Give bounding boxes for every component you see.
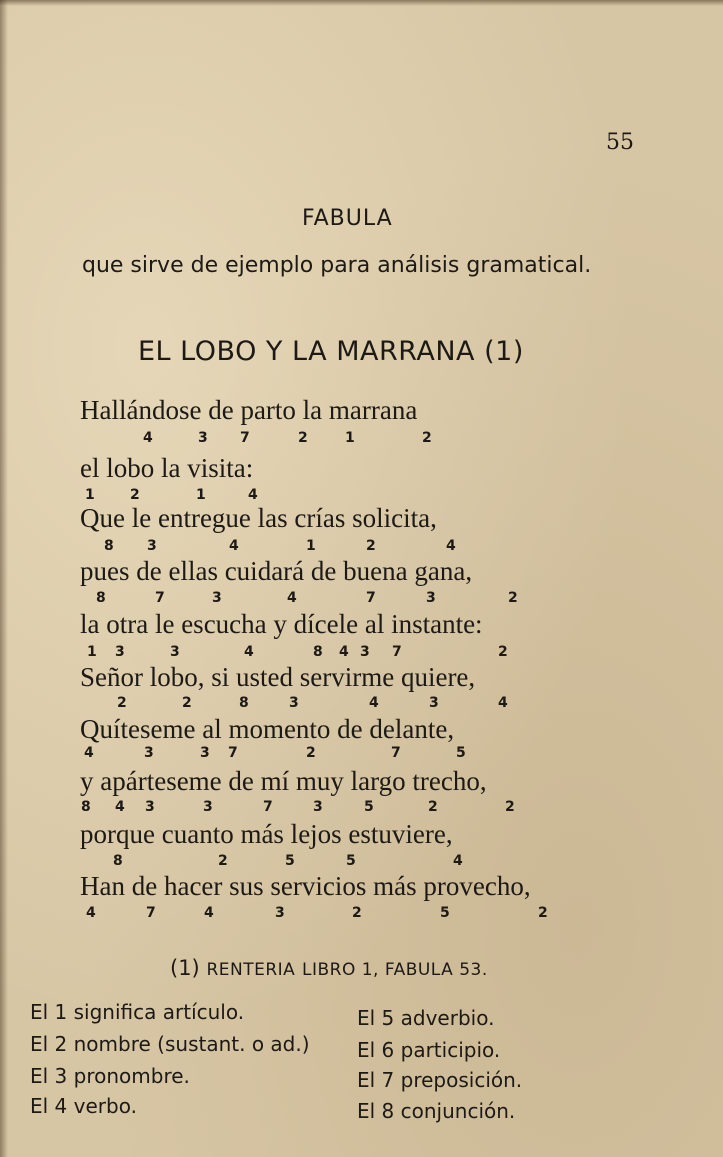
digit: 2: [298, 430, 308, 446]
digit: 3: [313, 799, 323, 815]
digit: 2: [218, 853, 228, 869]
section-heading: FABULA: [302, 206, 393, 231]
page-binding-shadow: [0, 0, 8, 1157]
legend-item: El 3 pronombre.: [30, 1064, 190, 1088]
digit: 7: [366, 590, 376, 606]
verse-line: Que le entregue las crías solicita,: [80, 503, 437, 533]
digit: 7: [391, 745, 401, 761]
digit: 5: [440, 905, 450, 921]
digit: 3: [426, 590, 436, 606]
digit: 4: [86, 905, 96, 921]
footnote-author: RENTERIA: [206, 960, 296, 980]
page-number: 55: [606, 130, 634, 155]
digit: 3: [212, 590, 222, 606]
verse-digits: [0, 695, 723, 713]
digit: 2: [505, 799, 515, 815]
digit: 1: [306, 538, 316, 554]
digit: 7: [155, 590, 165, 606]
digit: 4: [244, 644, 254, 660]
digit: 8: [113, 853, 123, 869]
digit: 2: [182, 695, 192, 711]
digit: 8: [81, 799, 91, 815]
digit: 1: [196, 487, 206, 503]
page-top-shadow: [0, 0, 723, 6]
digit: 5: [364, 799, 374, 815]
verse-digits: [0, 799, 723, 817]
digit: 3: [198, 430, 208, 446]
story-title: EL LOBO Y LA MARRANA (1): [138, 336, 524, 367]
digit: 5: [456, 745, 466, 761]
digit: 4: [446, 538, 456, 554]
subtitle: que sirve de ejemplo para análisis gramatical.: [82, 253, 592, 278]
digit: 4: [369, 695, 379, 711]
digit: 7: [228, 745, 238, 761]
digit: 4: [115, 799, 125, 815]
verse-digits: [0, 590, 723, 608]
digit: 2: [508, 590, 518, 606]
verse-digits: [0, 905, 723, 923]
digit: 4: [287, 590, 297, 606]
digit: 1: [87, 644, 97, 660]
footnote-marker: (1): [170, 956, 200, 980]
digit: 8: [239, 695, 249, 711]
verse-digits: [0, 430, 723, 448]
footnote-reference: LIBRO 1, FABULA 53.: [301, 960, 488, 980]
digit: 2: [538, 905, 548, 921]
digit: 7: [146, 905, 156, 921]
digit: 8: [96, 590, 106, 606]
digit: 3: [200, 745, 210, 761]
legend-item: El 8 conjunción.: [357, 1099, 516, 1123]
verse-digits: [0, 538, 723, 556]
digit: 2: [117, 695, 127, 711]
digit: 3: [115, 644, 125, 660]
legend-item: El 2 nombre (sustant. o ad.): [30, 1032, 310, 1056]
digit: 3: [144, 745, 154, 761]
digit: 3: [429, 695, 439, 711]
digit: 3: [203, 799, 213, 815]
digit: 5: [346, 853, 356, 869]
digit: 3: [147, 538, 157, 554]
digit: 4: [498, 695, 508, 711]
digit: 4: [143, 430, 153, 446]
digit: 3: [145, 799, 155, 815]
verse-line: y apárteseme de mí muy largo trecho,: [80, 766, 487, 796]
verse-line: la otra le escucha y dícele al instante:: [80, 609, 483, 639]
digit: 2: [366, 538, 376, 554]
digit: 2: [130, 487, 140, 503]
digit: 3: [275, 905, 285, 921]
verse-line: Han de hacer sus servicios más provecho,: [80, 871, 531, 901]
digit: 3: [360, 644, 370, 660]
digit: 2: [498, 644, 508, 660]
digit: 2: [422, 430, 432, 446]
verse-digits: [0, 745, 723, 763]
digit: 4: [229, 538, 239, 554]
verse-line: porque cuanto más lejos estuviere,: [80, 819, 453, 849]
digit: 2: [306, 745, 316, 761]
digit: 4: [248, 487, 258, 503]
digit: 5: [285, 853, 295, 869]
digit: 3: [289, 695, 299, 711]
digit: 1: [345, 430, 355, 446]
verse-digits: [0, 853, 723, 871]
legend-item: El 4 verbo.: [30, 1094, 137, 1118]
verse-line: Señor lobo, si usted servirme quiere,: [80, 662, 476, 692]
digit: 4: [84, 745, 94, 761]
digit: 4: [204, 905, 214, 921]
verse-line: pues de ellas cuidará de buena gana,: [80, 556, 473, 586]
verse-digits: [0, 644, 723, 662]
digit: 1: [85, 487, 95, 503]
legend-item: El 6 participio.: [357, 1038, 501, 1062]
digit: 7: [392, 644, 402, 660]
verse-line: Quíteseme al momento de delante,: [80, 714, 455, 744]
digit: 4: [339, 644, 349, 660]
legend-item: El 5 adverbio.: [357, 1006, 495, 1030]
digit: 2: [428, 799, 438, 815]
footnote: [170, 956, 488, 980]
digit: 7: [240, 430, 250, 446]
digit: 2: [352, 905, 362, 921]
digit: 8: [104, 538, 114, 554]
digit: 4: [453, 853, 463, 869]
legend-item: El 1 significa artículo.: [30, 1000, 245, 1024]
verse-line: el lobo la visita:: [80, 453, 254, 483]
digit: 8: [313, 644, 323, 660]
legend-item: El 7 preposición.: [357, 1068, 523, 1092]
digit: 7: [263, 799, 273, 815]
verse-line: Hallándose de parto la marrana: [80, 395, 418, 425]
digit: 3: [170, 644, 180, 660]
